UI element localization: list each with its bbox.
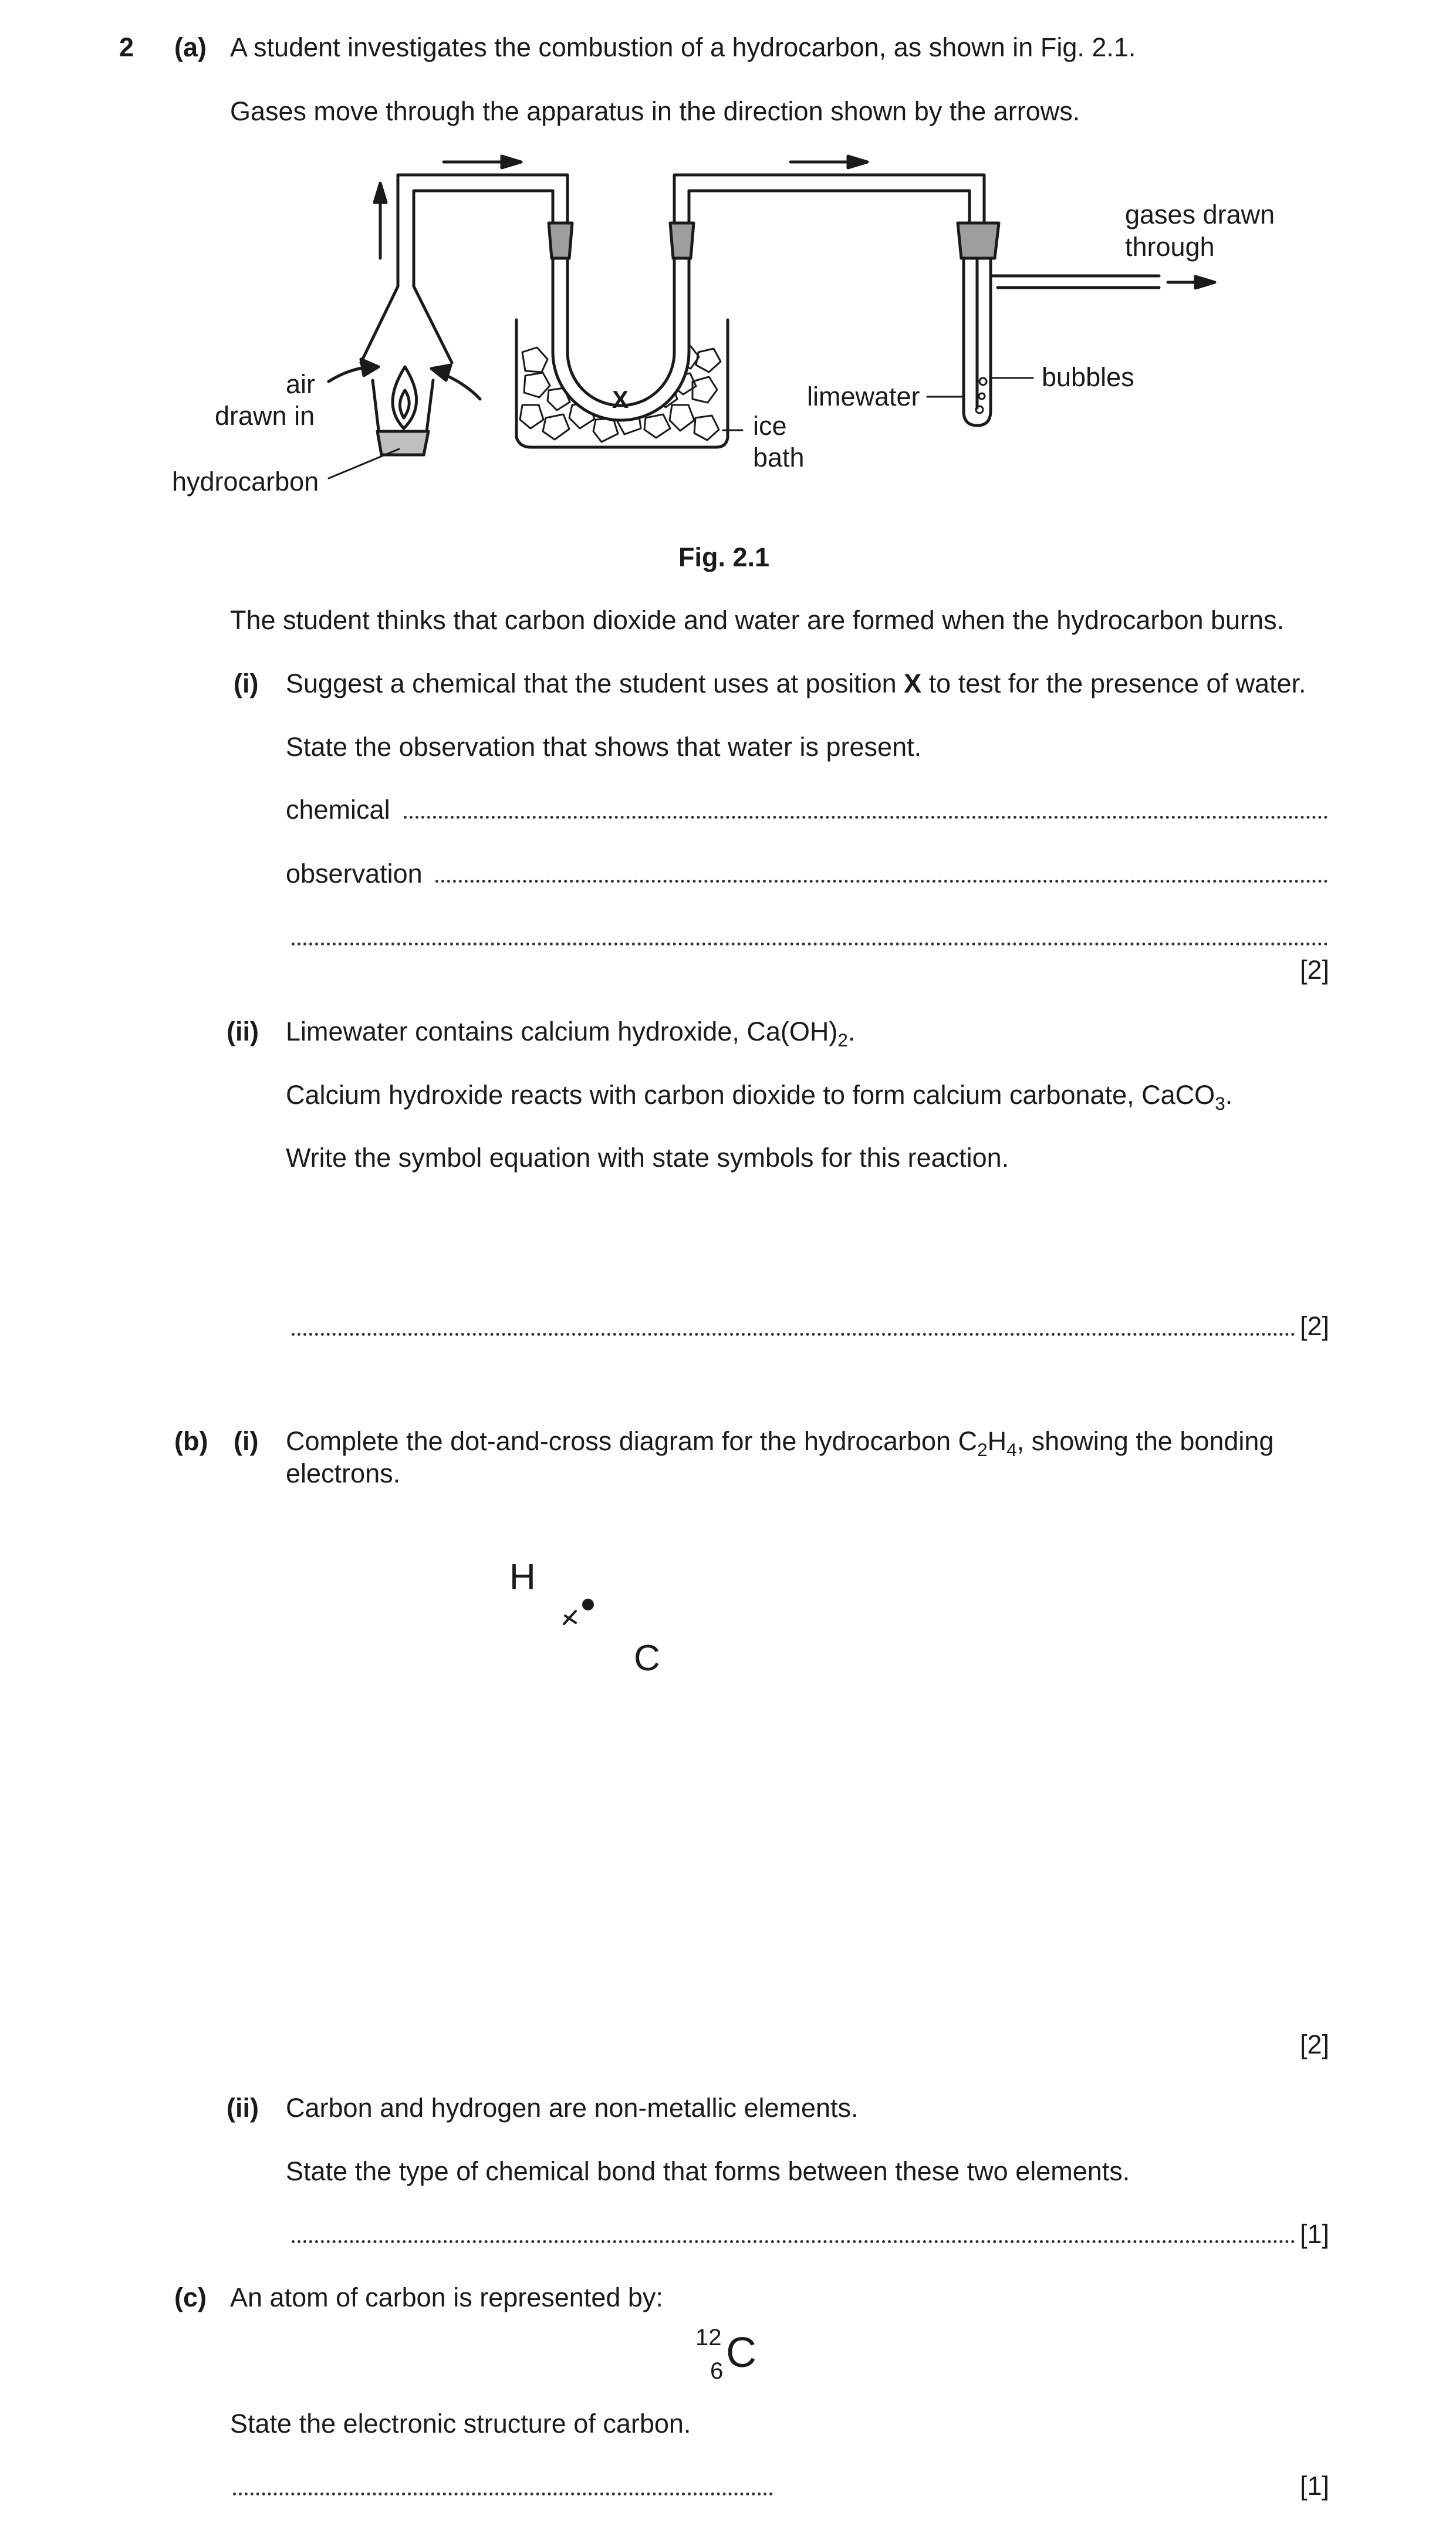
part-b-i-question-2: electrons. bbox=[286, 1458, 401, 1488]
observation-answer-line-2[interactable] bbox=[292, 943, 1328, 945]
observation-label: observation bbox=[286, 859, 423, 889]
label-gases-drawn: gases drawn bbox=[1125, 200, 1275, 229]
atom-c-symbol: C bbox=[634, 1638, 660, 1679]
mass-number: 12 bbox=[695, 2325, 722, 2350]
diagram-drawing-area[interactable] bbox=[286, 1702, 1283, 1995]
part-a-ii-label: (ii) bbox=[227, 1016, 259, 1046]
connecting-tube bbox=[674, 175, 984, 223]
label-limewater: limewater bbox=[807, 381, 920, 411]
part-b-label: (b) bbox=[174, 1426, 208, 1456]
label-bubbles: bubbles bbox=[1042, 362, 1134, 392]
chemical-label: chemical bbox=[286, 795, 390, 825]
element-symbol: C bbox=[726, 2329, 756, 2376]
part-a-statement: The student thinks that carbon dioxide and water are formed when the hydrocarbon burns. bbox=[230, 605, 1285, 635]
observation-answer-line[interactable] bbox=[435, 880, 1328, 883]
part-b-i-marks: [2] bbox=[1299, 2029, 1329, 2059]
up-arrow-icon bbox=[374, 183, 386, 258]
part-a-intro: A student investigates the combustion of a hydrocarbon, as shown in Fig. 2.1. bbox=[230, 32, 1136, 62]
part-a-i-marks: [2] bbox=[1299, 955, 1329, 985]
part-a-ii-marks: [2] bbox=[1299, 1311, 1329, 1341]
figure-caption: Fig. 2.1 bbox=[678, 542, 770, 572]
label-hydrocarbon: hydrocarbon bbox=[172, 467, 319, 497]
part-b-ii-line1: Carbon and hydrogen are non-metallic elements. bbox=[286, 2093, 859, 2123]
part-a-direction: Gases move through the apparatus in the direction shown by the arrows. bbox=[230, 96, 1080, 126]
atomic-number: 6 bbox=[710, 2358, 724, 2384]
part-a-ii-line1: Limewater contains calcium hydroxide, $Ca(OH)_2$. bbox=[286, 1016, 856, 1051]
label-air: air bbox=[286, 369, 316, 399]
label-ice: ice bbox=[753, 411, 787, 441]
part-a-label: (a) bbox=[174, 32, 207, 62]
part-c-intro: An atom of carbon is represented by: bbox=[230, 2282, 663, 2312]
label-x: X bbox=[612, 386, 629, 413]
part-a-i-label: (i) bbox=[234, 668, 259, 698]
burner-dish bbox=[373, 367, 433, 455]
dot-icon bbox=[582, 1599, 594, 1610]
part-a-i-question-2: State the observation that shows that water is present. bbox=[286, 732, 922, 762]
part-a-i-question: Suggest a chemical that the student uses at position X to test for the presence of water. bbox=[286, 668, 1306, 698]
label-drawn-in: drawn in bbox=[215, 401, 315, 431]
part-a-ii-line3: Write the symbol equation with state symbols for this reaction. bbox=[286, 1143, 1009, 1173]
part-c-question: State the electronic structure of carbon. bbox=[230, 2409, 691, 2439]
part-b-ii-marks: [1] bbox=[1299, 2219, 1329, 2249]
dot-and-cross-pair bbox=[560, 1593, 596, 1634]
bond-answer-line[interactable] bbox=[292, 2240, 1295, 2243]
air-arrow-icon bbox=[431, 365, 480, 399]
question-number: 2 bbox=[119, 32, 134, 62]
part-b-ii-line2: State the type of chemical bond that forms between these two elements. bbox=[286, 2156, 1130, 2186]
funnel bbox=[361, 175, 567, 363]
carbon-nuclide-notation bbox=[695, 2321, 766, 2392]
equation-answer-line[interactable] bbox=[292, 1333, 1295, 1336]
right-arrow-icon bbox=[791, 156, 867, 168]
air-arrow-icon bbox=[329, 359, 379, 381]
chemical-answer-line[interactable] bbox=[404, 816, 1328, 819]
label-bath-text: bath bbox=[753, 443, 805, 472]
right-arrow-icon bbox=[1168, 276, 1215, 288]
atom-h-symbol: H bbox=[509, 1557, 536, 1598]
right-arrow-icon bbox=[444, 156, 521, 168]
part-b-ii-label: (ii) bbox=[227, 2093, 259, 2123]
part-c-marks: [1] bbox=[1299, 2471, 1329, 2501]
part-c-label: (c) bbox=[174, 2282, 207, 2312]
part-b-i-question: Complete the dot-and-cross diagram for the hydrocarbon $C_2H_4$, showing the bonding bbox=[286, 1426, 1274, 1460]
apparatus-diagram bbox=[0, 0, 1456, 528]
part-a-ii-line2: Calcium hydroxide reacts with carbon dioxide to form calcium carbonate, CaCO$_3$. bbox=[286, 1080, 1233, 1114]
label-through: through bbox=[1125, 232, 1215, 262]
cross-icon bbox=[564, 1611, 576, 1624]
electronic-structure-answer-line[interactable] bbox=[233, 2493, 773, 2495]
part-b-i-label: (i) bbox=[234, 1426, 259, 1456]
